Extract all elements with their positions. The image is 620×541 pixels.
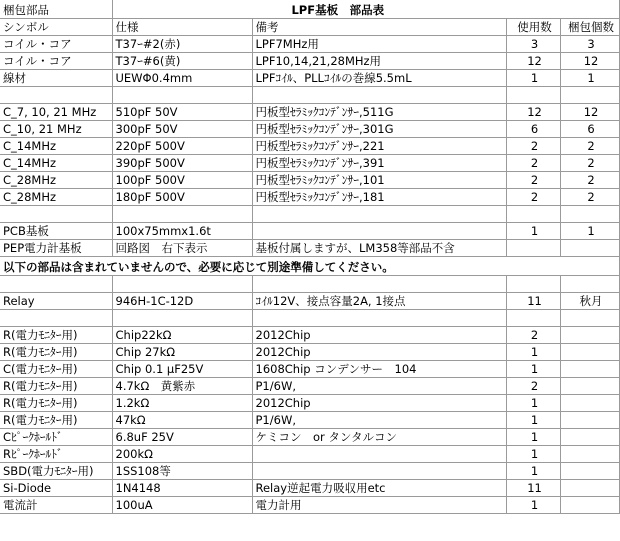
pack-qty-cell[interactable] [560,497,619,514]
pack-qty-cell[interactable]: 1 [560,70,619,87]
pack-qty-cell[interactable] [560,240,619,257]
table-row [0,276,619,293]
remarks-cell[interactable]: LPFｺｲﾙ、PLLｺｲﾙの巻線5.5mL [252,70,506,87]
table-row [0,310,619,327]
spec-cell[interactable]: T37ｰ#6(黄) [112,53,252,70]
spec-cell[interactable]: Chip 0.1 μF25V [112,361,252,378]
symbol-cell[interactable]: C_28MHz [0,172,112,189]
symbol-cell[interactable]: R(電力ﾓﾆﾀｰ用) [0,344,112,361]
table-row [0,121,619,138]
symbol-cell[interactable] [0,206,112,223]
used-qty-cell[interactable]: 2 [506,189,560,206]
spec-cell[interactable]: T37ｰ#2(赤) [112,36,252,53]
symbol-cell[interactable]: PEP電力計基板 [0,240,112,257]
table-row [0,36,619,53]
spec-cell[interactable]: 390pF 500V [112,155,252,172]
remarks-cell[interactable]: P1/6W, [252,412,506,429]
table-row [0,155,619,172]
table-row [0,446,619,463]
used-qty-cell[interactable]: 1 [506,361,560,378]
used-qty-cell[interactable]: 1 [506,70,560,87]
pack-qty-cell[interactable] [560,344,619,361]
remarks-cell[interactable]: 2012Chip [252,395,506,412]
spec-cell[interactable]: UEWΦ0.4mm [112,70,252,87]
header-pack-qty[interactable]: 梱包個数 [560,19,619,36]
table-row [0,497,619,514]
remarks-cell[interactable]: 円板型ｾﾗﾐｯｸｺﾝﾃﾞﾝｻｰ,221 [252,138,506,155]
symbol-cell[interactable] [0,310,112,327]
header-spec[interactable]: 仕様 [112,19,252,36]
used-qty-cell[interactable] [506,240,560,257]
pack-qty-cell[interactable]: 1 [560,223,619,240]
table-row [0,395,619,412]
symbol-cell[interactable]: C_7, 10, 21 MHz [0,104,112,121]
spec-cell[interactable]: 1SS108等 [112,463,252,480]
pack-qty-cell[interactable] [560,395,619,412]
symbol-cell[interactable]: C_14MHz [0,155,112,172]
pack-qty-cell[interactable]: 6 [560,121,619,138]
sheet-title[interactable]: LPF基板 部品表 [112,0,560,19]
remarks-cell[interactable] [252,87,506,104]
used-qty-cell[interactable]: 1 [506,429,560,446]
used-qty-cell[interactable]: 2 [506,155,560,172]
spec-cell[interactable] [112,206,252,223]
pack-qty-cell[interactable] [560,310,619,327]
symbol-cell[interactable]: コイル・コア [0,36,112,53]
table-row [0,138,619,155]
remarks-cell[interactable]: 円板型ｾﾗﾐｯｸｺﾝﾃﾞﾝｻｰ,391 [252,155,506,172]
table-row [0,240,619,257]
table-row [0,53,619,70]
table-row [0,327,619,344]
spec-cell[interactable]: 100pF 500V [112,172,252,189]
symbol-cell[interactable]: PCB基板 [0,223,112,240]
remarks-cell[interactable]: 円板型ｾﾗﾐｯｸｺﾝﾃﾞﾝｻｰ,101 [252,172,506,189]
used-qty-cell[interactable]: 1 [506,344,560,361]
pack-qty-cell[interactable]: 12 [560,53,619,70]
pack-qty-cell[interactable]: 12 [560,104,619,121]
pack-qty-cell[interactable]: 2 [560,189,619,206]
symbol-cell[interactable]: Rﾋﾟｰｸﾎｰﾙﾄﾞ [0,446,112,463]
pack-qty-cell[interactable] [560,87,619,104]
table-row [0,378,619,395]
header-used-qty[interactable]: 使用数 [506,19,560,36]
spec-cell[interactable]: 100uA [112,497,252,514]
table-row [0,189,619,206]
used-qty-cell[interactable]: 2 [506,138,560,155]
spec-cell[interactable]: 6.8uF 25V [112,429,252,446]
used-qty-cell[interactable]: 11 [506,293,560,310]
pack-qty-cell[interactable]: 3 [560,36,619,53]
remarks-cell[interactable] [252,310,506,327]
used-qty-cell[interactable]: 2 [506,172,560,189]
symbol-cell[interactable]: C_10, 21 MHz [0,121,112,138]
table-row [0,293,619,310]
used-qty-cell[interactable]: 6 [506,121,560,138]
symbol-cell[interactable]: 線材 [0,70,112,87]
table-row [0,104,619,121]
used-qty-cell[interactable]: 1 [506,395,560,412]
used-qty-cell[interactable]: 11 [506,480,560,497]
used-qty-cell[interactable]: 12 [506,53,560,70]
symbol-cell[interactable] [0,87,112,104]
pack-qty-cell[interactable]: 2 [560,155,619,172]
used-qty-cell[interactable]: 2 [506,378,560,395]
title-row [0,0,619,19]
spec-cell[interactable]: 200kΩ [112,446,252,463]
spec-cell[interactable]: Chip 27kΩ [112,344,252,361]
remarks-cell[interactable]: 電力計用 [252,497,506,514]
table-row [0,172,619,189]
table-row [0,361,619,378]
used-qty-cell[interactable]: 1 [506,497,560,514]
spec-cell[interactable] [112,310,252,327]
remarks-cell[interactable] [252,206,506,223]
symbol-cell[interactable]: SBD(電力ﾓﾆﾀｰ用) [0,463,112,480]
remarks-cell[interactable]: 2012Chip [252,344,506,361]
symbol-cell[interactable]: R(電力ﾓﾆﾀｰ用) [0,412,112,429]
pack-qty-cell[interactable] [560,327,619,344]
symbol-cell[interactable]: C_28MHz [0,189,112,206]
table-row [0,412,619,429]
used-qty-cell[interactable] [506,87,560,104]
symbol-cell[interactable]: 電流計 [0,497,112,514]
top-label-cell[interactable]: 梱包部品 [0,0,112,19]
remarks-cell[interactable]: ケミコン or タンタルコン [252,429,506,446]
table-row [0,70,619,87]
pack-qty-cell[interactable] [560,206,619,223]
table-row [0,206,619,223]
table-row [0,429,619,446]
pack-qty-cell[interactable] [560,463,619,480]
spec-cell[interactable]: 510pF 50V [112,104,252,121]
remarks-cell[interactable] [252,276,506,293]
spec-cell[interactable] [112,276,252,293]
pack-qty-cell[interactable] [560,361,619,378]
used-qty-cell[interactable] [506,310,560,327]
spec-cell[interactable]: 220pF 500V [112,138,252,155]
empty-cell[interactable] [560,0,619,19]
table-row [0,463,619,480]
remarks-cell[interactable]: 円板型ｾﾗﾐｯｸｺﾝﾃﾞﾝｻｰ,301G [252,121,506,138]
symbol-cell[interactable]: Relay [0,293,112,310]
table-row [0,87,619,104]
symbol-cell[interactable]: R(電力ﾓﾆﾀｰ用) [0,327,112,344]
remarks-cell[interactable]: P1/6W, [252,378,506,395]
note-row [0,257,619,276]
remarks-cell[interactable]: 円板型ｾﾗﾐｯｸｺﾝﾃﾞﾝｻｰ,511G [252,104,506,121]
used-qty-cell[interactable]: 1 [506,446,560,463]
used-qty-cell[interactable]: 1 [506,223,560,240]
notice-text[interactable]: 以下の部品は含まれていませんので、必要に応じて別途準備してください。 [0,257,619,276]
remarks-cell[interactable]: LPF10,14,21,28MHz用 [252,53,506,70]
pack-qty-cell[interactable] [560,429,619,446]
remarks-cell[interactable] [252,446,506,463]
spec-cell[interactable]: 47kΩ [112,412,252,429]
used-qty-cell[interactable]: 3 [506,36,560,53]
used-qty-cell[interactable] [506,276,560,293]
remarks-cell[interactable]: 1608Chip コンデンサー 104 [252,361,506,378]
table-row [0,223,619,240]
used-qty-cell[interactable]: 12 [506,104,560,121]
table-row [0,480,619,497]
pack-qty-cell[interactable] [560,446,619,463]
used-qty-cell[interactable]: 1 [506,463,560,480]
spec-cell[interactable]: Chip22kΩ [112,327,252,344]
symbol-cell[interactable]: R(電力ﾓﾆﾀｰ用) [0,378,112,395]
table-row [0,344,619,361]
remarks-cell[interactable] [252,463,506,480]
symbol-cell[interactable]: R(電力ﾓﾆﾀｰ用) [0,395,112,412]
remarks-cell[interactable]: 円板型ｾﾗﾐｯｸｺﾝﾃﾞﾝｻｰ,181 [252,189,506,206]
symbol-cell[interactable]: C(電力ﾓﾆﾀｰ用) [0,361,112,378]
remarks-cell[interactable]: LPF7MHz用 [252,36,506,53]
header-symbol[interactable]: シンボル [0,19,112,36]
spec-cell[interactable]: 1.2kΩ [112,395,252,412]
pack-qty-cell[interactable] [560,480,619,497]
spec-cell[interactable]: 4.7kΩ 黄紫赤 [112,378,252,395]
spec-cell[interactable] [112,87,252,104]
header-row [0,19,619,36]
symbol-cell[interactable]: Cﾋﾟｰｸﾎｰﾙﾄﾞ [0,429,112,446]
pack-qty-cell[interactable]: 2 [560,172,619,189]
pack-qty-cell[interactable] [560,412,619,429]
spec-cell[interactable]: 180pF 500V [112,189,252,206]
pack-qty-cell[interactable] [560,378,619,395]
used-qty-cell[interactable] [506,206,560,223]
spec-cell[interactable]: 946H-1C-12D [112,293,252,310]
spec-cell[interactable]: 1N4148 [112,480,252,497]
symbol-cell[interactable]: Si-Diode [0,480,112,497]
pack-qty-cell[interactable]: 2 [560,138,619,155]
header-remarks[interactable]: 備考 [252,19,506,36]
pack-qty-cell[interactable] [560,276,619,293]
pack-qty-cell[interactable]: 秋月 [560,293,619,310]
used-qty-cell[interactable]: 2 [506,327,560,344]
symbol-cell[interactable]: C_14MHz [0,138,112,155]
spec-cell[interactable]: 回路図 右下表示 [112,240,252,257]
remarks-cell[interactable]: Relay逆起電力吸収用etc [252,480,506,497]
symbol-cell[interactable]: コイル・コア [0,53,112,70]
spec-cell[interactable]: 100x75mmx1.6t [112,223,252,240]
used-qty-cell[interactable]: 1 [506,412,560,429]
remarks-cell[interactable]: 2012Chip [252,327,506,344]
spec-cell[interactable]: 300pF 50V [112,121,252,138]
symbol-cell[interactable] [0,276,112,293]
remarks-cell[interactable] [252,223,506,240]
remarks-cell[interactable]: ｺｲﾙ12V、接点容量2A, 1接点 [252,293,506,310]
remarks-cell[interactable]: 基板付属しますが、LM358等部品不含 [252,240,506,257]
